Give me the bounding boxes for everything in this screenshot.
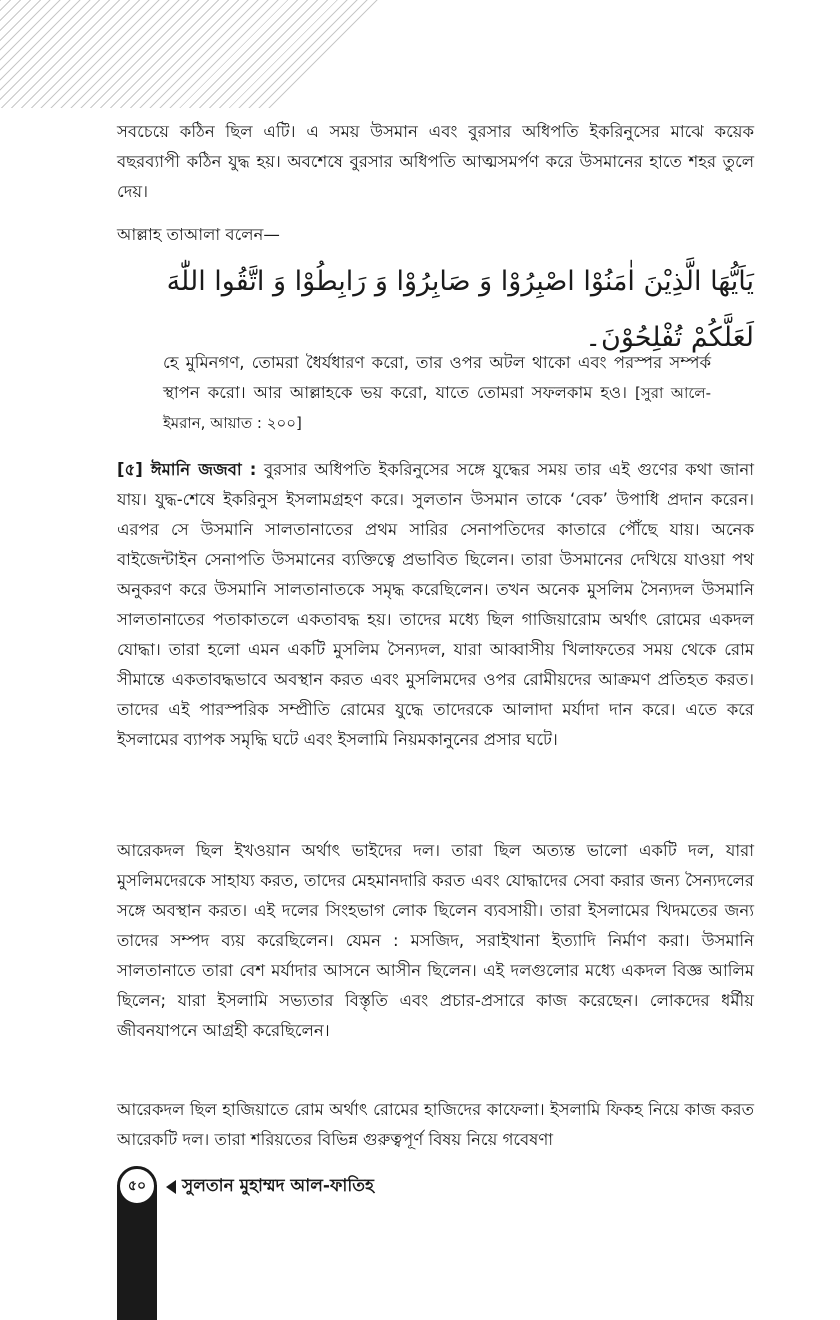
verse-translation: [163, 348, 711, 438]
paragraph-2-body: বুরসার অধিপতি ইকরিনুসের সঙ্গে যুদ্ধের সময় তার এই গুণের কথা জানা যায়। যুদ্ধ-শেষে ইকরিনুস ইসলামগ্রহণ করে। সুলতান উসমান তাকে ‘বেক’ উপাধি প্রদান করেন। এরপর সে উসমানি সালতানাতের প্রথম সারির সেনাপতিদের কাতারে পৌঁছে যায়। অনেক বাইজেন্টাইন সেনাপতি উসমানের ব্যক্তিত্বে প্রভাবিত ছিলেন। তারা উসমানের দেখিয়ে যাওয়া পথ অনুকরণ করে উসমানি সালতানাতকে সমৃদ্ধ করেছিলেন। তখন অনেক মুসলিম সৈন্যদল উসমানি সালতানাতের পতাকাতলে একতাবদ্ধ হয়। তাদের মধ্যে ছিল গাজিয়ারোম অর্থাৎ রোমের একদল যোদ্ধা। তারা হলো এমন একটি মুসলিম সৈন্যদল, যারা আব্বাসীয় খিলাফতের সময় থেকে রোম সীমান্তে একতাবদ্ধভাবে অবস্থান করত এবং মুসলিমদের ওপর রোমীয়দের আক্রমণ প্রতিহত করত। তাদের এই পারস্পরিক সম্প্রীতি রোমের যুদ্ধে তাদেরকে আলাদা মর্যাদা দান করে। এতে করে ইসলামের ব্যাপক সমৃদ্ধি ঘটে এবং ইসলামি নিয়মকানুনের প্রসার ঘটে।: [117, 460, 755, 749]
page-number: ৫০: [117, 1166, 157, 1206]
arabic-verse: يَاَيُّهَا الَّذِيْنَ اٰمَنُوْا اصْبِرُوْا وَ صَابِرُوْا وَ رَابِطُوْا وَ اتَّقُوا اللّٰهَ لَعَلَّكُمْ تُفْلِحُوْنَ۔: [166, 266, 754, 353]
translation-text: হে মুমিনগণ, তোমরা ধৈর্যধারণ করো, তার ওপর অটল থাকো এবং পরস্পর সম্পর্ক স্থাপন করো। আর আল্লাহকে ভয় করো, যাতে তোমরা সফলকাম হও।: [163, 353, 711, 402]
paragraph-2: [117, 455, 754, 755]
paragraph-1: সবচেয়ে কঠিন ছিল এটি। এ সময় উসমান এবং বুরসার অধিপতি ইকরিনুসের মাঝে কয়েক বছরব্যাপী কঠিন যুদ্ধ হয়। অবশেষে বুরসার অধিপতি আত্মসমর্পণ করে উসমানের হাতে শহর তুলে দেয়।: [117, 122, 754, 201]
quote-intro: আল্লাহ তাআলা বলেন—: [117, 225, 280, 244]
verse-citation: [সুরা আলে-ইমরান, আয়াত : ২০০]: [163, 384, 711, 432]
book-title: সুলতান মুহাম্মদ আল-ফাতিহ: [182, 1176, 374, 1196]
paragraph-4: আরেকদল ছিল হাজিয়াতে রোম অর্থাৎ রোমের হাজিদের কাফেলা। ইসলামি ফিকহ নিয়ে কাজ করত আরেকটি দল। তারা শরিয়তের বিভিন্ন গুরুত্বপূর্ণ বিষয় নিয়ে গবেষণা: [117, 1100, 754, 1149]
paragraph-3: আরেকদল ছিল ইখওয়ান অর্থাৎ ভাইদের দল। তারা ছিল অত্যন্ত ভালো একটি দল, যারা মুসলিমদেরকে সাহায্য করত, তাদের মেহমানদারি করত এবং যোদ্ধাদের সেবা করার জন্য সৈন্যদলের সঙ্গে অবস্থান করত। এই দলের সিংহভাগ লোক ছিলেন ব্যবসায়ী। তারা ইসলামের খিদমতের জন্য তাদের সম্পদ ব্যয় করেছিলেন। যেমন : মসজিদ, সরাইখানা ইত্যাদি নির্মাণ করা। উসমানি সালতানাতে তারা বেশ মর্যাদার আসনে আসীন ছিলেন। এই দলগুলোর মধ্যে একদল বিজ্ঞ আলিম ছিলেন; যারা ইসলামি সভ্যতার বিস্তৃতি এবং প্রচার-প্রসারে কাজ করেছেন। লোকদের ধর্মীয় জীবনযাপনে আগ্রহী করেছিলেন।: [117, 841, 754, 1040]
section-heading: [৫] ঈমানি জজবা :: [117, 460, 257, 479]
left-arrow-icon: [166, 1180, 176, 1194]
corner-hatch-decoration: [0, 0, 380, 108]
